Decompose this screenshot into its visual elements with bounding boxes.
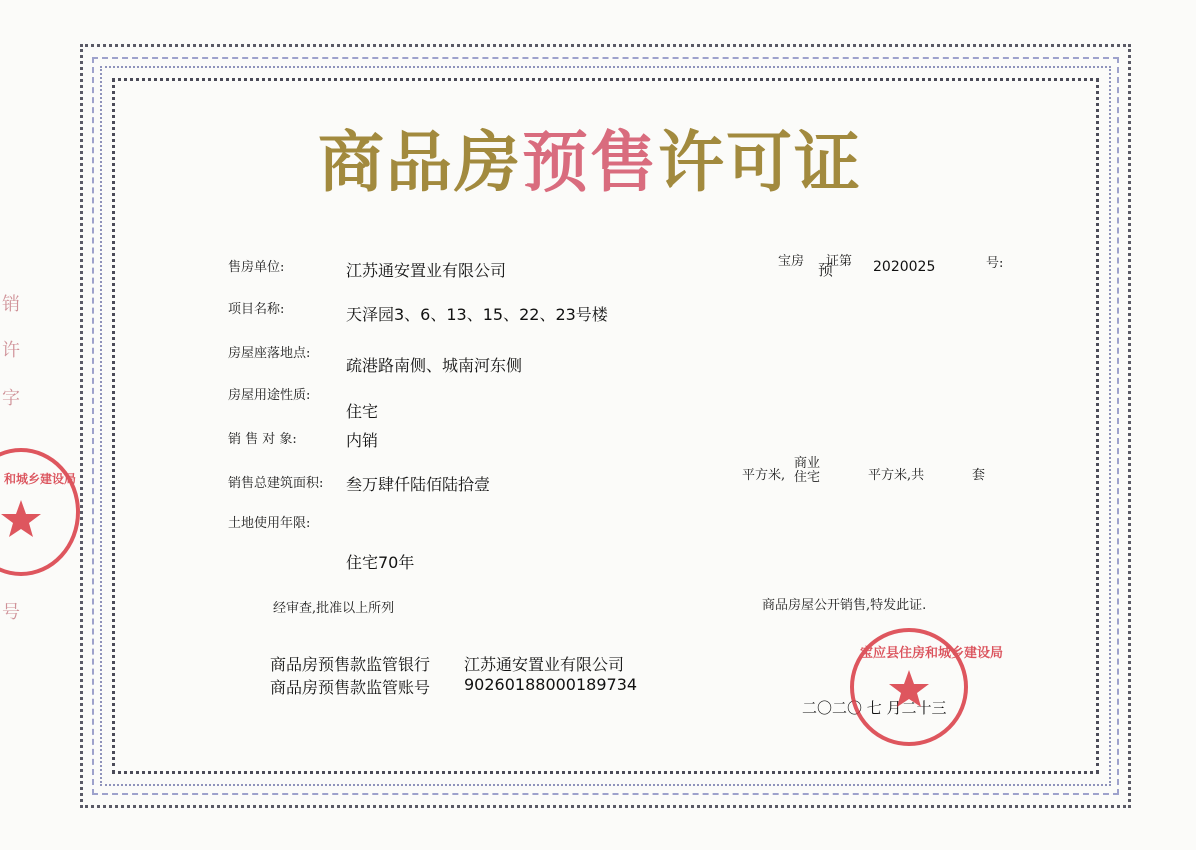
seal-text: 宝应县住房和城乡建设局 (860, 646, 1004, 661)
bank-value: 江苏通安置业有限公司 (464, 655, 625, 674)
location-value: 疏港路南侧、城南河东侧 (346, 356, 523, 375)
area-unit-2: 平方米,共 (868, 468, 925, 483)
edge-char-2: 许 (2, 340, 20, 361)
seller-label: 售房单位: (228, 260, 285, 275)
area-label: 销售总建筑面积: (228, 476, 324, 491)
usage-value: 住宅 (346, 402, 379, 421)
title-part-3: 许可证 (658, 123, 862, 201)
permit-pre: 预 (818, 261, 834, 279)
issue-text: 商品房屋公开销售,特发此证. (762, 598, 927, 613)
partial-left-seal (0, 448, 80, 576)
land-label: 土地使用年限: (228, 516, 311, 531)
location-label: 房屋座落地点: (228, 346, 311, 361)
edge-char-3: 字 (2, 388, 20, 409)
bank-label: 商品房预售款监管银行 (270, 655, 431, 674)
permit-prefix: 宝房 (778, 254, 805, 269)
target-label: 销 售 对 象: (228, 432, 297, 447)
approval-text: 经审查,批准以上所列 (273, 601, 395, 616)
area-commercial (794, 457, 820, 485)
official-seal (850, 628, 1004, 746)
project-value: 天泽园3、6、13、15、22、23号楼 (346, 305, 608, 324)
area-sets: 套 (972, 468, 986, 483)
permit-number: 2020025 (873, 259, 936, 275)
certificate-title (318, 122, 888, 202)
edge-char-4: 号 (2, 602, 20, 623)
permit-suffix: 号: (986, 256, 1004, 271)
area-value: 叁万肆仟陆佰陆拾壹 (346, 475, 491, 494)
issue-date: 二〇二〇 七 月二十三 (802, 699, 947, 717)
seller-value: 江苏通安置业有限公司 (346, 261, 507, 280)
project-label: 项目名称: (228, 302, 285, 317)
usage-label: 房屋用途性质: (228, 388, 311, 403)
account-label: 商品房预售款监管账号 (270, 678, 431, 697)
left-seal-text: 和城乡建设局 (4, 472, 77, 486)
edge-char-1: 销 (2, 294, 20, 315)
land-value: 住宅70年 (346, 553, 415, 572)
title-part-2: 预售 (522, 123, 658, 201)
permit-word: 证第 (826, 254, 853, 269)
area-unit-1: 平方米, (742, 468, 786, 483)
area-commercial-line-2: 住宅 (794, 470, 821, 485)
title-part-1: 商品房 (318, 123, 522, 201)
area-commercial-line-1: 商业 (794, 456, 821, 471)
account-value: 90260188000189734 (464, 675, 638, 694)
target-value: 内销 (346, 431, 379, 450)
